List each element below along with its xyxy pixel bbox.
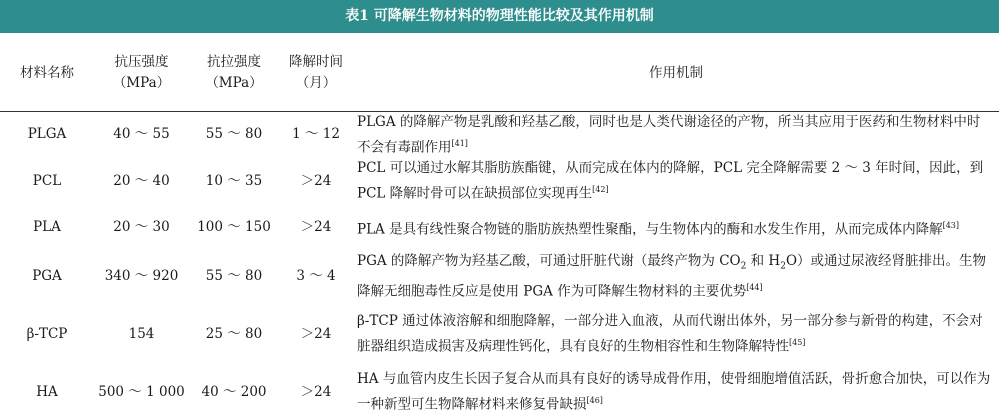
- cell-tensile: 55 ～ 80: [205, 268, 263, 285]
- cell-degradation: ＞24: [300, 326, 332, 343]
- subscript: 2: [740, 261, 747, 272]
- cell-compressive: 20 ～ 40: [113, 172, 170, 189]
- table-row: [0, 111, 999, 158]
- table-row: [0, 205, 999, 251]
- table-title: 表1 可降解生物材料的物理性能比较及其作用机制: [0, 0, 999, 33]
- header-compressive: 抗压强度 （MPa）: [94, 36, 189, 111]
- table-row: [0, 251, 999, 303]
- cell-tensile: 25 ～ 80: [205, 326, 263, 343]
- cell-degradation: ＞24: [300, 172, 332, 189]
- table-row: [0, 158, 999, 205]
- reference-marker: [42]: [592, 185, 609, 194]
- header-row: [0, 36, 999, 111]
- cell-compressive: 40 ～ 55: [113, 126, 170, 143]
- reference-marker: [45]: [789, 338, 806, 348]
- header-material: 材料名称: [0, 36, 94, 111]
- reference-marker: [41]: [451, 138, 468, 148]
- cell-material: PLA: [33, 219, 61, 235]
- cell-material: PCL: [32, 172, 62, 189]
- cell-tensile: 10 ～ 35: [205, 172, 263, 189]
- cell-degradation: 1 ～ 12: [292, 126, 340, 143]
- cell-tensile: 100 ～ 150: [197, 219, 271, 235]
- cell-compressive: 340 ～ 920: [104, 268, 179, 285]
- cell-mechanism: PCL 可以通过水解其脂肪族酯键，从而完成在体内的降解，PCL 完全降解需要 2 ～ 3 年时间，因此，到 PCL 降解时骨可以在缺损部位实现再生[42]: [357, 160, 984, 202]
- cell-degradation: 3 ～ 4: [296, 268, 336, 285]
- subscript: 2: [780, 261, 786, 272]
- cell-material: PLGA: [27, 126, 67, 143]
- materials-table: [0, 36, 999, 419]
- cell-mechanism: PGA 的降解产物为羟基乙酸，可通过肝脏代谢（最终产物为 $CO_2$ 和 $H_2O$）或通过尿液经肾脏排出。生物降解无细胞毒性反应是使用 PGA 作为可降解生物材料的主要优势[44]: [357, 252, 987, 300]
- cell-degradation: ＞24: [300, 384, 332, 401]
- cell-compressive: 20 ～ 30: [113, 219, 170, 235]
- header-tensile: 抗拉强度 （MPa）: [189, 36, 279, 111]
- cell-material: PGA: [32, 268, 62, 285]
- reference-marker: [46]: [586, 396, 603, 406]
- cell-mechanism: PLA 是具有线性聚合物链的脂肪族热塑性聚酯，与生物体内的酶和水发生作用，从而完成体内降解[43]: [357, 220, 960, 238]
- table-row: [0, 303, 999, 367]
- header-mechanism: 作用机制: [353, 36, 999, 111]
- reference-marker: [43]: [942, 220, 960, 230]
- cell-material: β-TCP: [26, 326, 68, 343]
- cell-tensile: 40 ～ 200: [201, 384, 267, 401]
- cell-mechanism: HA 与血管内皮生长因子复合从而具有良好的诱导成骨作用，使骨细胞增值活跃，骨折愈合加快，可以作为一种新型可生物降解材料来修复骨缺损[46]: [357, 371, 991, 413]
- cell-mechanism: PLGA 的降解产物是乳酸和羟基乙酸，同时也是人类代谢途径的产物，所当其应用于医药和生物材料中时不会有毒副作用[41]: [357, 113, 981, 155]
- cell-material: HA: [36, 384, 58, 401]
- cell-degradation: ＞24: [300, 219, 332, 235]
- cell-compressive: 154: [128, 326, 155, 343]
- header-degradation: 降解时间 （月）: [279, 36, 353, 111]
- cell-mechanism: β-TCP 通过体液溶解和细胞降解，一部分进入血液，从而代谢出体外，另一部分参与新骨的构建，不会对脏器组织造成损害及病理性钙化，具有良好的生物相容性和生物降解特性[45]: [357, 313, 983, 355]
- cell-compressive: 500 ～ 1 000: [98, 384, 185, 401]
- reference-marker: [44]: [746, 283, 763, 293]
- cell-tensile: 55 ～ 80: [205, 126, 263, 143]
